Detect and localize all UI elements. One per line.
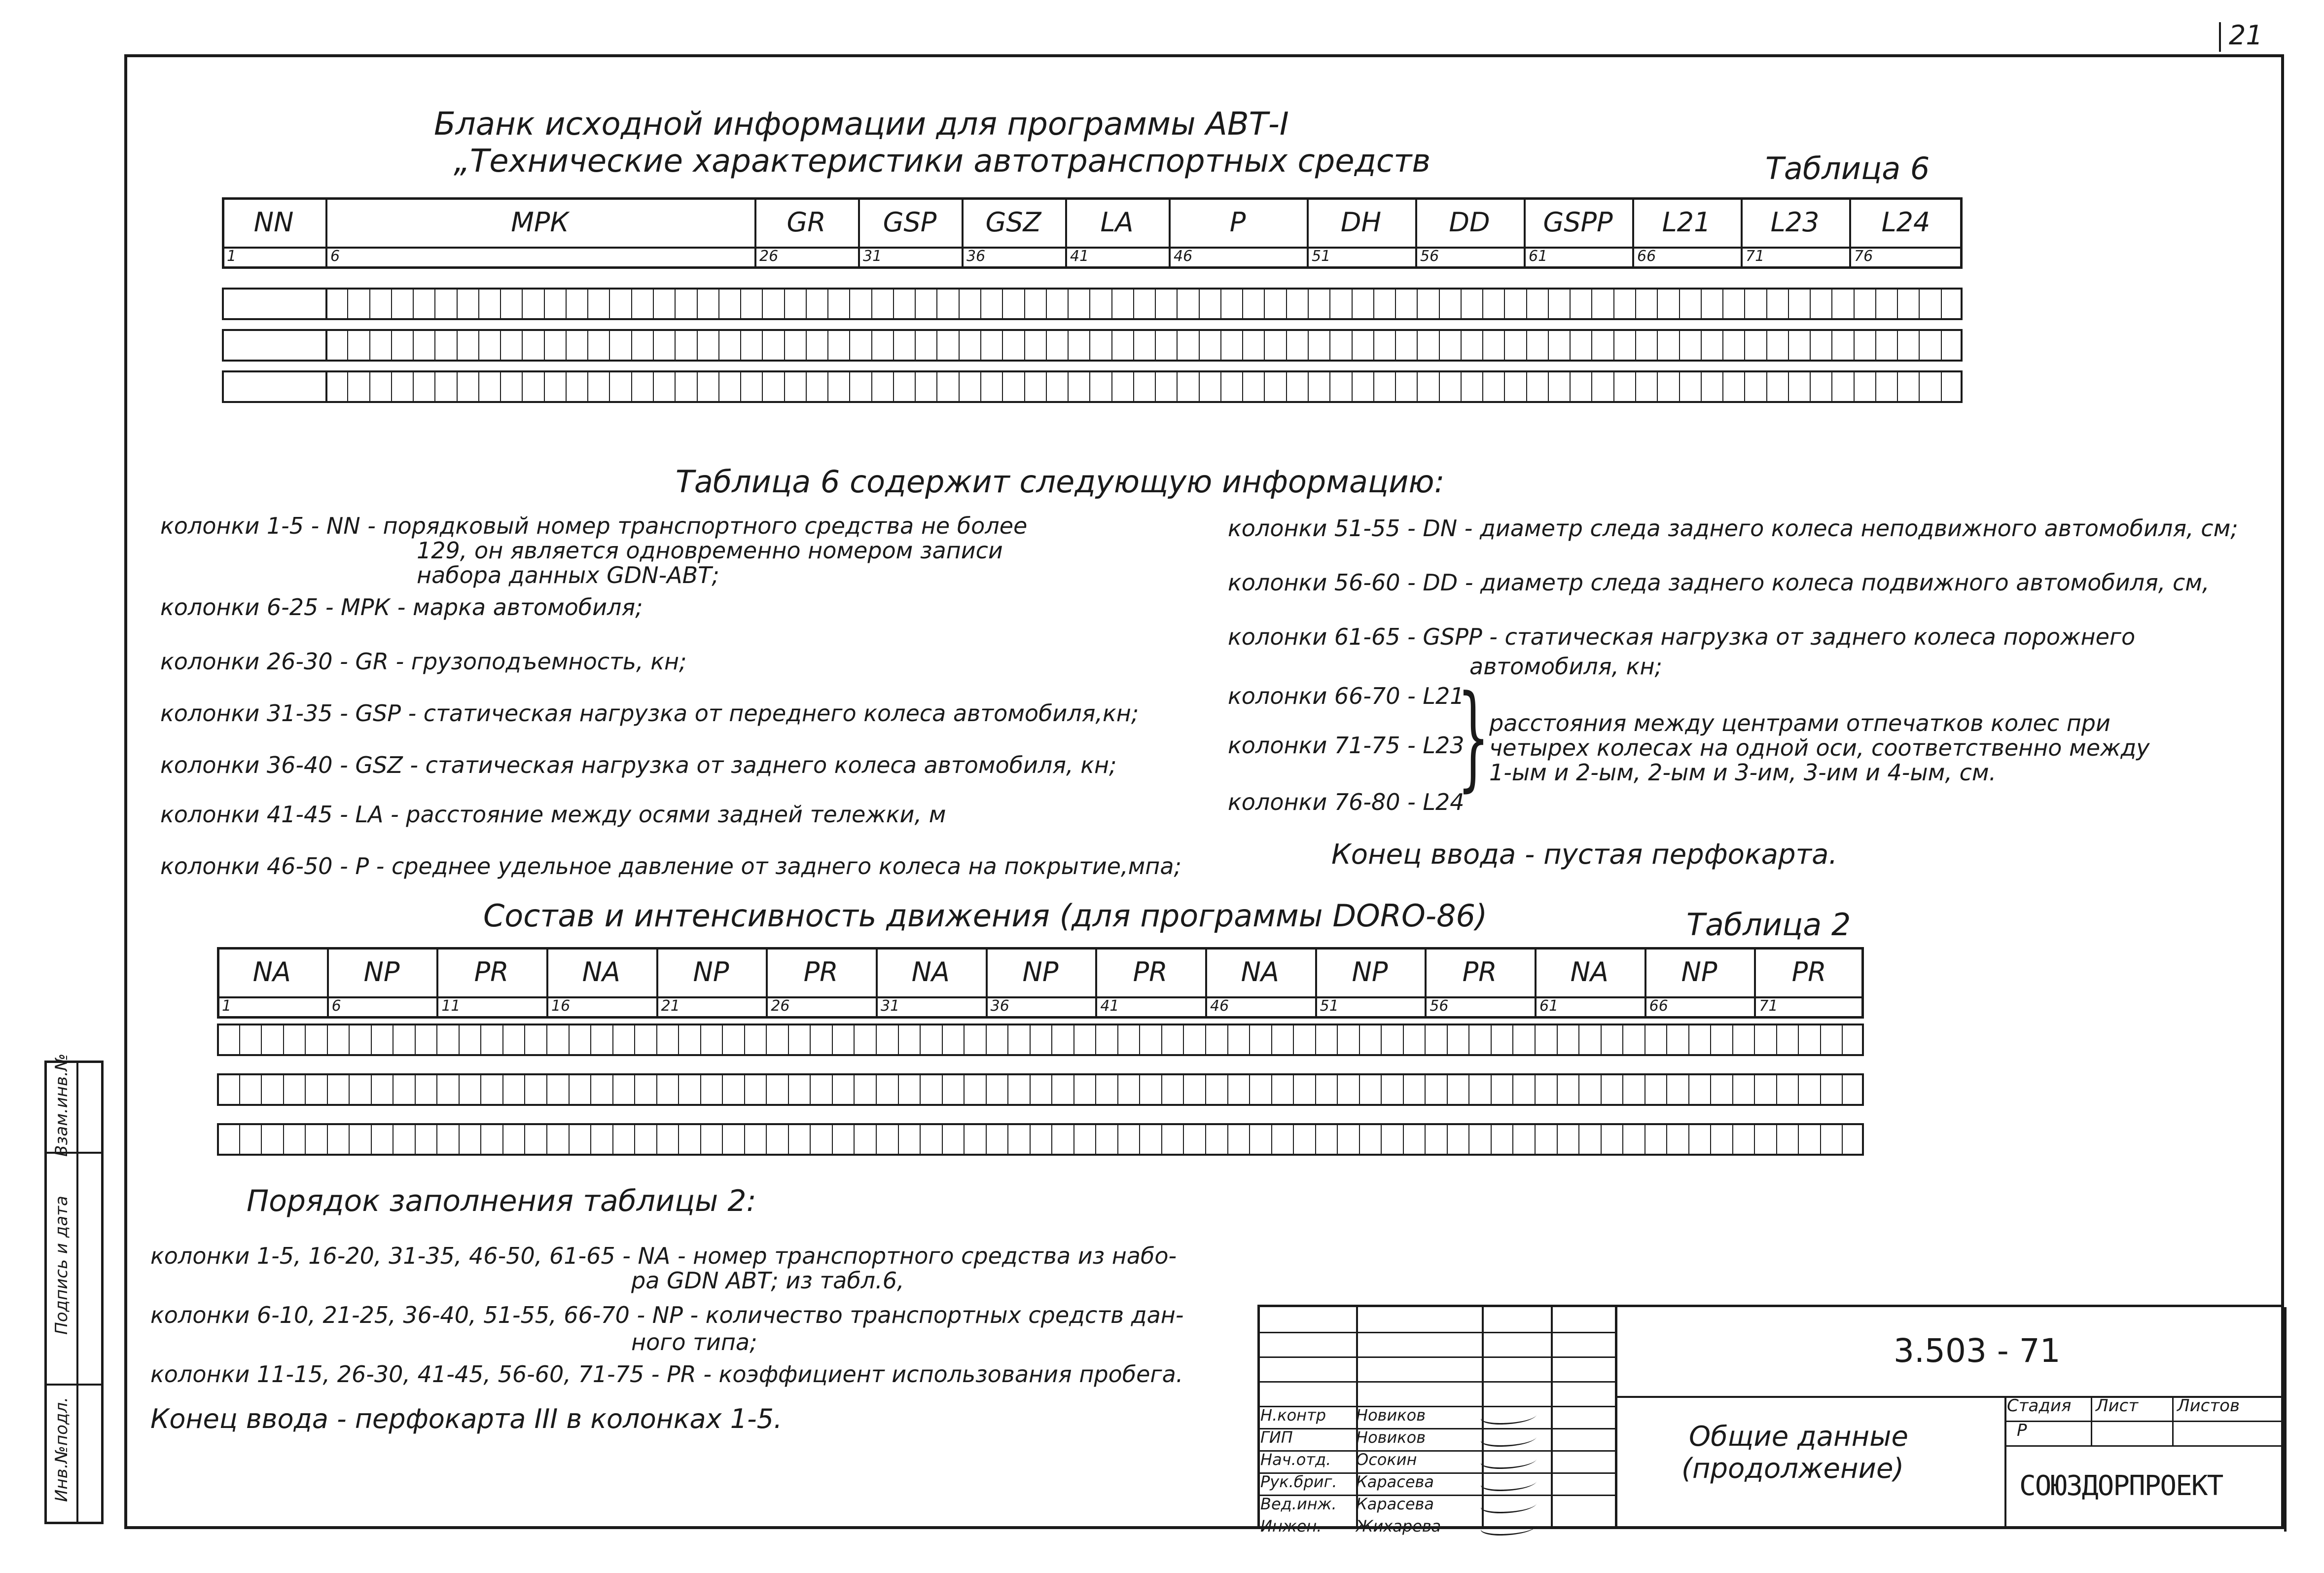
info-right-6: колонки 76-80 - L24 [1228, 789, 1465, 815]
table2-col-header: NP [1352, 956, 1388, 988]
table6-col-start: 51 [1312, 248, 1331, 265]
table6-col-start: 56 [1420, 248, 1439, 265]
table6-col-start: 61 [1529, 248, 1548, 265]
table2-col-start: 11 [441, 997, 461, 1015]
table6-col-header: GSP [883, 206, 937, 238]
info-left-8: колонки 46-50 - P - среднее удельное давление от заднего колеса на покрытие,мпа; [160, 853, 1182, 879]
table6-col-start: 31 [863, 248, 882, 265]
table2-row [217, 1024, 1864, 1056]
table2-col-start: 41 [1100, 997, 1119, 1015]
table2-col-start: 31 [881, 997, 900, 1015]
info-right-9: 1-ым и 2-ым, 2-ым и 3-им, 3-им и 4-ым, см. [1489, 759, 1997, 786]
title-block-role: Вед.инж. [1260, 1495, 1337, 1513]
info-left-2: набора данных GDN-АВТ; [417, 562, 719, 588]
title-block-role: Рук.бриг. [1260, 1472, 1337, 1491]
table6-col-start: 36 [966, 248, 986, 265]
table2-col-header: NA [1241, 956, 1279, 988]
table6-col-start: 46 [1174, 248, 1193, 265]
table2-col-start: 46 [1210, 997, 1229, 1015]
table6-col-header: L23 [1770, 206, 1820, 238]
table6 [222, 197, 1987, 449]
table2-col-header: NP [1022, 956, 1059, 988]
table2-col-header: PR [1133, 956, 1168, 988]
table6-col-header: L21 [1662, 206, 1711, 238]
info-left-5: колонки 31-35 - GSP - статическая нагрузка от переднего колеса автомобиля,кн; [160, 700, 1139, 727]
info-left-1: 129, он является одновременно номером записи [417, 537, 1003, 564]
side-stamp-1: Инв.№подл. [52, 1397, 72, 1502]
page-number: 21 [2229, 20, 2263, 51]
table2-col-header: NA [1570, 956, 1609, 988]
table6-col-start: 76 [1854, 248, 1873, 265]
sheet-label: Лист [2096, 1396, 2139, 1416]
table2-col-start: 36 [990, 997, 1009, 1015]
info-right-8: четырех колесах на одной оси, соответственно между [1489, 734, 2150, 761]
table2-col-start: 71 [1759, 997, 1778, 1015]
info-right-7: расстояния между центрами отпечатков колес при [1489, 710, 2110, 736]
info-left-7: колонки 41-45 - LA - расстояние между осями задней тележки, м [160, 801, 946, 828]
stage-value: Р [2017, 1421, 2027, 1440]
table2-title: Состав и интенсивность движения (для программы DORO-86) [483, 898, 1488, 934]
table2-col-header: NP [693, 956, 729, 988]
info-right-3: автомобиля, кн; [1469, 653, 1663, 680]
table6-col-start: 6 [330, 248, 340, 265]
info-right-2: колонки 61-65 - GSPP - статическая нагрузка от заднего колеса порожнего [1228, 623, 2136, 650]
header-line-2: „Технические характеристики автотранспортных средств [454, 143, 1431, 180]
table2-col-header: PR [1462, 956, 1497, 988]
table2-col-start: 21 [661, 997, 680, 1015]
table6-col-header: DD [1449, 206, 1490, 238]
table6-col-start: 71 [1746, 248, 1765, 265]
brace: } [1457, 671, 1490, 803]
info-left-0: колонки 1-5 - NN - порядковый номер транспортного средства не более [160, 512, 1028, 539]
doc-title-2: (продолжение) [1681, 1453, 1904, 1485]
table6-col-header: NN [253, 206, 294, 238]
title-block-name: Карасева [1356, 1472, 1434, 1491]
info-right-5: колонки 71-75 - L23 [1228, 732, 1465, 759]
doc-number: 3.503 - 71 [1894, 1332, 2061, 1370]
table2-col-start: 1 [222, 997, 232, 1015]
signature-mark [1478, 1519, 1539, 1536]
title-block-role: ГИП [1260, 1428, 1293, 1447]
order-title: Порядок заполнения таблицы 2: [247, 1184, 756, 1218]
info-right-1: колонки 56-60 - DD - диаметр следа заднего колеса подвижного автомобиля, см, [1228, 569, 2210, 596]
table6-col-start: 26 [759, 248, 779, 265]
info-right-0: колонки 51-55 - DN - диаметр следа заднего колеса неподвижного автомобиля, см; [1228, 515, 2238, 542]
info-right-4: колонки 66-70 - L21 [1228, 683, 1465, 709]
stage-label: Стадия [2007, 1396, 2072, 1416]
info-left-4: колонки 26-30 - GR - грузоподъемность, кн; [160, 648, 687, 675]
table2-col-start: 16 [551, 997, 571, 1015]
table2-col-header: NA [582, 956, 620, 988]
table2-col-start: 6 [331, 997, 341, 1015]
table6-col-start: 41 [1070, 248, 1089, 265]
order-line-2: колонки 6-10, 21-25, 36-40, 51-55, 66-70 - NP - количество транспортных средств дан- [150, 1302, 1184, 1328]
table2-col-start: 51 [1320, 997, 1339, 1015]
side-stamp [44, 1053, 104, 1524]
table2-col-header: PR [803, 956, 838, 988]
table2-col-start: 56 [1430, 997, 1449, 1015]
title-block-role: Н.контр [1260, 1406, 1326, 1425]
table2-col-start: 61 [1539, 997, 1559, 1015]
table6-col-header: DН [1340, 206, 1382, 238]
info-title: Таблица 6 содержит следующую информацию: [676, 464, 1445, 500]
info-right-10: Конец ввода - пустая перфокарта. [1331, 839, 1838, 871]
title-block-name: Новиков [1356, 1406, 1426, 1425]
table2-col-header: NP [363, 956, 400, 988]
table2-col-header: NA [252, 956, 291, 988]
table2-col-header: PR [474, 956, 509, 988]
table6-col-start: 1 [227, 248, 237, 265]
table2-row [217, 1073, 1864, 1106]
title-block-role: Нач.отд. [1260, 1450, 1331, 1469]
order-line-1: ра GDN АВТ; из табл.6, [631, 1267, 904, 1294]
doc-title-1: Общие данные [1689, 1421, 1908, 1453]
title-block-name: Осокин [1356, 1450, 1417, 1469]
table2-col-header: PR [1791, 956, 1826, 988]
table6-col-header: P [1229, 206, 1246, 238]
title-block-role: Инжен. [1260, 1517, 1322, 1536]
title-block-name: Жихарева [1356, 1517, 1441, 1536]
page-number-tick [2219, 22, 2221, 52]
header-line-1: Бланк исходной информации для программы АВТ-I [434, 106, 1289, 143]
org-name: СОЮЗДОРПРОЕКТ [2019, 1470, 2223, 1502]
order-line-5: Конец ввода - перфокарта III в колонках 1-5. [150, 1403, 783, 1434]
info-left-6: колонки 36-40 - GSZ - статическая нагрузка от заднего колеса автомобиля, кн; [160, 752, 1117, 778]
table6-label: Таблица 6 [1765, 150, 1930, 186]
table2 [217, 947, 1864, 1167]
order-line-3: ного типа; [631, 1329, 757, 1355]
table2-col-start: 66 [1649, 997, 1668, 1015]
table2-col-header: NP [1681, 956, 1717, 988]
order-line-0: колонки 1-5, 16-20, 31-35, 46-50, 61-65 - NA - номер транспортного средства из набо- [150, 1243, 1177, 1269]
table6-col-header: МРК [511, 206, 569, 238]
table6-col-header: L24 [1881, 206, 1931, 238]
order-line-4: колонки 11-15, 26-30, 41-45, 56-60, 71-75 - PR - коэффициент использования пробега. [150, 1361, 1183, 1388]
sheets-label: Листов [2177, 1396, 2240, 1416]
title-block-name: Карасева [1356, 1495, 1434, 1513]
table2-row [217, 1123, 1864, 1156]
side-stamp-3: Взам.инв.№ [52, 1053, 72, 1157]
table6-col-start: 66 [1637, 248, 1656, 265]
table6-col-header: GR [787, 206, 826, 238]
table6-col-header: GSZ [985, 206, 1041, 238]
table2-label: Таблица 2 [1686, 907, 1851, 943]
info-left-3: колонки 6-25 - МРК - марка автомобиля; [160, 594, 643, 621]
table2-col-start: 26 [771, 997, 790, 1015]
table6-col-header: LA [1100, 206, 1134, 238]
table2-col-header: NA [911, 956, 950, 988]
title-block-name: Новиков [1356, 1428, 1426, 1447]
table6-col-header: GSPP [1543, 206, 1613, 238]
side-stamp-2: Подпись и дата [52, 1196, 72, 1335]
